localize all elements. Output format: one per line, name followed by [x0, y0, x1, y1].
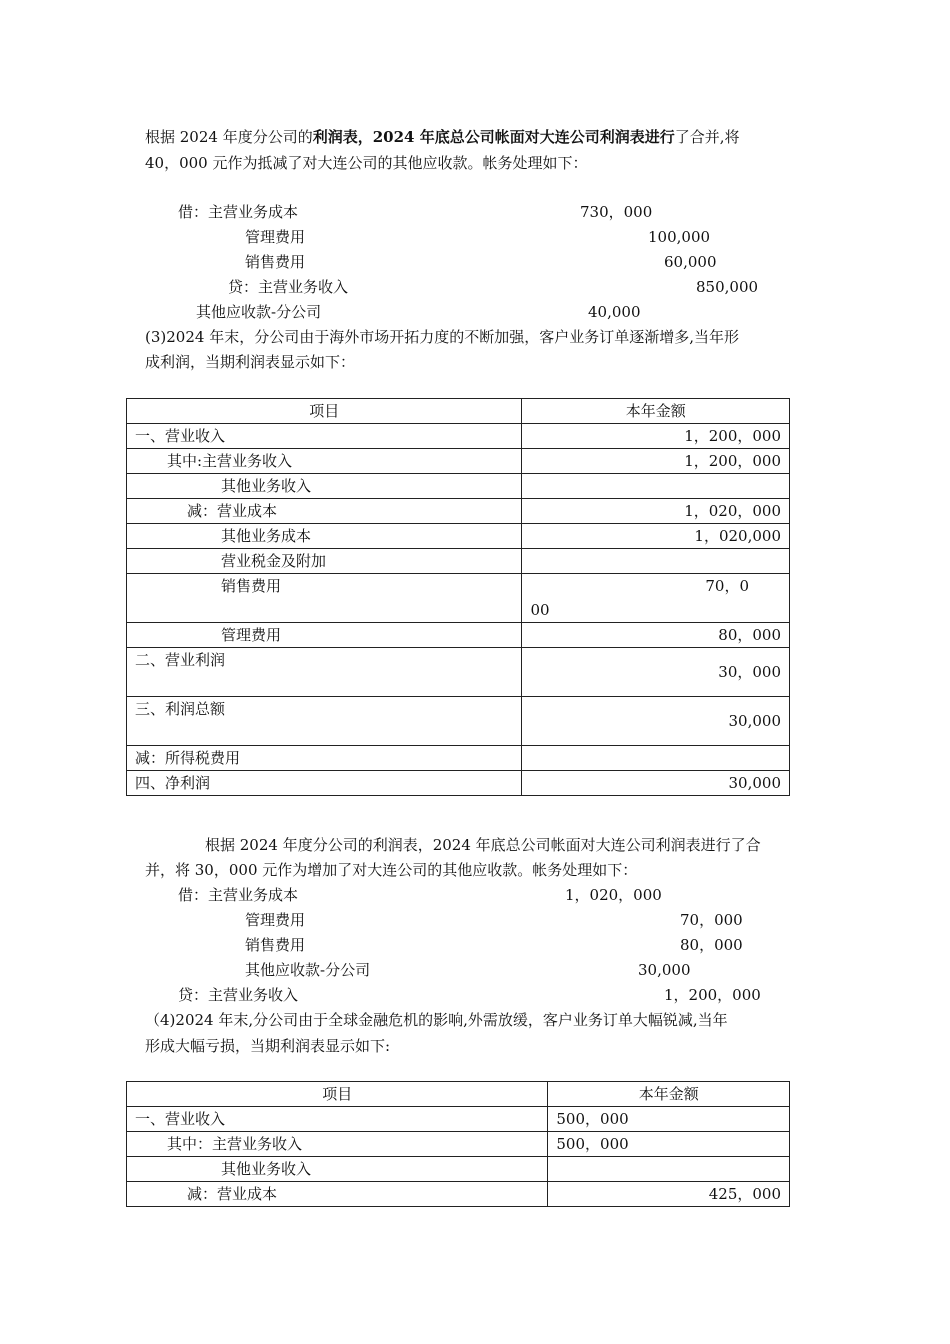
entry2-label-0: 借：主营业务成本	[178, 886, 299, 904]
row-item: 销售费用	[127, 574, 522, 623]
table-row	[127, 474, 790, 499]
header-item: 项目	[127, 399, 522, 424]
table-row	[127, 549, 790, 574]
entry1-label-3: 贷：主营业务收入	[228, 278, 349, 296]
row-item: 四、净利润	[127, 771, 522, 796]
intro-prefix: 根据 2024 年度分公司的	[145, 128, 313, 146]
entry1-amount-1: 100,000	[648, 228, 711, 246]
row-item: 其他业务收入	[127, 1157, 548, 1182]
table-header-row	[127, 399, 790, 424]
row-amount: 1，200，000	[522, 449, 790, 474]
row-item: 三、利润总额	[127, 697, 522, 746]
row-item: 其中：主营业务收入	[127, 1132, 548, 1157]
entry1-amount-3: 850,000	[696, 278, 759, 296]
entry1-label-4: 其他应收款-分公司	[196, 303, 322, 321]
intro-bold: 利润表，2024 年底总公司帐面对大连公司利润表进行	[312, 128, 675, 146]
row-item: 减：营业成本	[127, 499, 522, 524]
row-amount: 30，000	[522, 648, 790, 697]
row-item: 营业税金及附加	[127, 549, 522, 574]
row-amount	[522, 549, 790, 574]
row-item: 管理费用	[127, 623, 522, 648]
intro-suffix: 了合并,将	[674, 128, 740, 146]
table-row	[127, 746, 790, 771]
entry1-label-0: 借：主营业务成本	[178, 203, 299, 221]
row-amount: 30,000	[522, 697, 790, 746]
row-item: 一、营业收入	[127, 1107, 548, 1132]
row-item: 减：营业成本	[127, 1182, 548, 1207]
table-row	[127, 574, 790, 623]
entry2-label-2: 销售费用	[245, 936, 306, 954]
entry1-label-1: 管理费用	[245, 228, 306, 246]
para-mid-line-2: 并，将 30，000 元作为增加了对大连公司的其他应收款。帐务处理如下：	[145, 861, 638, 879]
table-row	[127, 697, 790, 746]
table-row	[127, 1157, 790, 1182]
para3-line-2: 成利润，当期利润表显示如下：	[145, 353, 356, 371]
table-row	[127, 449, 790, 474]
row-amount: 1，020，000	[522, 499, 790, 524]
row-item: 其他业务收入	[127, 474, 522, 499]
para3-line-1: (3)2024 年末，分公司由于海外市场开拓力度的不断加强，客户业务订单逐渐增多,当年形	[145, 328, 739, 346]
table-row	[127, 499, 790, 524]
row-amount	[522, 746, 790, 771]
table-row	[127, 1132, 790, 1157]
row-amount	[522, 474, 790, 499]
header-item: 项目	[127, 1082, 548, 1107]
entry1-amount-4: 40,000	[588, 303, 641, 321]
header-amount: 本年金额	[522, 399, 790, 424]
entry2-amount-4: 1，200，000	[664, 986, 761, 1004]
income-table-2	[126, 1081, 790, 1207]
para-mid-line-1: 根据 2024 年度分公司的利润表，2024 年底总公司帐面对大连公司利润表进行了合	[205, 836, 761, 854]
table-row	[127, 771, 790, 796]
row-item: 一、营业收入	[127, 424, 522, 449]
row-amount: 425，000	[548, 1182, 790, 1207]
para4-line-2: 形成大幅亏损，当期利润表显示如下:	[145, 1037, 391, 1055]
entry2-amount-3: 30,000	[638, 961, 691, 979]
entry2-label-4: 贷：主营业务收入	[178, 986, 299, 1004]
row-item: 减：所得税费用	[127, 746, 522, 771]
table-row	[127, 1182, 790, 1207]
entry1-amount-2: 60,000	[664, 253, 717, 271]
entry2-amount-1: 70，000	[680, 911, 743, 929]
table-row	[127, 424, 790, 449]
row-amount: 1，020,000	[522, 524, 790, 549]
para4-line-1: （4)2024 年末,分公司由于全球金融危机的影响,外需放缓，客户业务订单大幅锐减,当年	[145, 1011, 728, 1029]
row-item: 其中:主营业务收入	[127, 449, 522, 474]
row-amount: 500，000	[548, 1132, 790, 1157]
row-amount-part-b: 00	[530, 601, 550, 619]
entry1-label-2: 销售费用	[245, 253, 306, 271]
entry1-amount-0: 730，000	[580, 203, 653, 221]
income-table-1	[126, 398, 790, 796]
row-amount: 500，000	[548, 1107, 790, 1132]
row-amount: 30,000	[522, 771, 790, 796]
row-item: 其他业务成本	[127, 524, 522, 549]
table-row	[127, 648, 790, 697]
table-row	[127, 623, 790, 648]
header-amount: 本年金额	[548, 1082, 790, 1107]
entry2-label-3: 其他应收款-分公司	[245, 961, 371, 979]
row-amount: 1，200，000	[522, 424, 790, 449]
intro-line-1	[145, 127, 739, 147]
row-amount-part-a: 70，0	[705, 577, 749, 595]
table-row	[127, 524, 790, 549]
row-amount: 80，000	[522, 623, 790, 648]
row-amount	[522, 574, 790, 623]
table-row	[127, 1107, 790, 1132]
row-amount	[548, 1157, 790, 1182]
table-header-row	[127, 1082, 790, 1107]
entry2-amount-2: 80，000	[680, 936, 743, 954]
row-item: 二、营业利润	[127, 648, 522, 697]
entry2-amount-0: 1，020，000	[565, 886, 662, 904]
entry2-label-1: 管理费用	[245, 911, 306, 929]
intro-line-2: 40，000 元作为抵减了对大连公司的其他应收款。帐务处理如下：	[145, 154, 588, 172]
